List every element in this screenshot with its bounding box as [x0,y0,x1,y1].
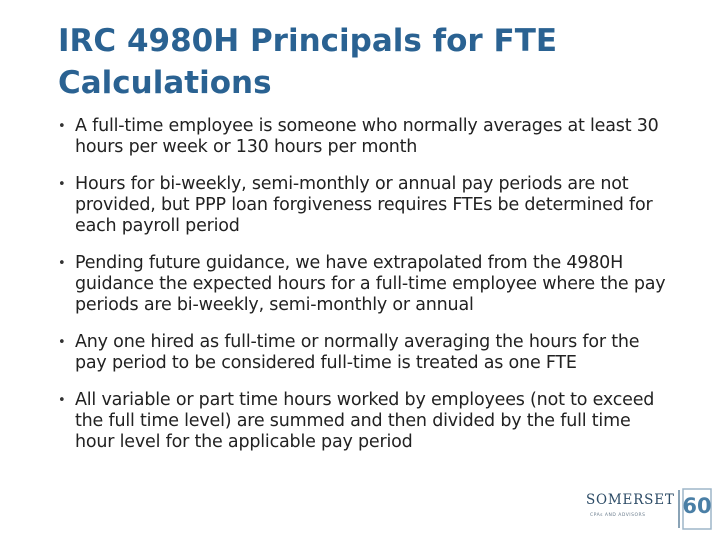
bullet-list [56,116,668,469]
company-logo [586,488,714,532]
bullet-dot-icon: • [58,119,66,134]
bullet-item [56,390,668,453]
bullet-text: All variable or part time hours worked by employees (not to exceed the full time level) are summed and then divided by the full time hour level for the applicable pay period [75,390,655,452]
logo-wordmark: SOMERSET [586,492,675,508]
bullet-item [56,174,668,237]
bullet-item [56,332,668,374]
bullet-text: Any one hired as full-time or normally averaging the hours for the pay period to be considered full-time is treated as one FTE [75,332,640,373]
bullet-dot-icon: • [58,256,66,271]
logo-number: 60 [682,494,712,518]
slide-title: IRC 4980H Principals for FTE Calculations [58,23,558,101]
bullet-item [56,253,668,316]
bullet-dot-icon: • [58,177,66,192]
bullet-item [56,116,668,158]
bullet-dot-icon: • [58,335,66,350]
bullet-text: A full-time employee is someone who normally averages at least 30 hours per week or 130 hours per month [75,116,659,157]
bullet-text: Hours for bi-weekly, semi-monthly or annual pay periods are not provided, but PPP loan forgiveness requires FTEs be determined for each payroll period [75,174,653,236]
bullet-text: Pending future guidance, we have extrapolated from the 4980H guidance the expected hours for a full-time employee where the pay periods are bi-weekly, semi-monthly or annual [75,253,666,315]
bullet-dot-icon: • [58,393,66,408]
logo-divider [678,490,680,528]
logo-tagline: CPAs AND ADVISORS [590,513,646,518]
